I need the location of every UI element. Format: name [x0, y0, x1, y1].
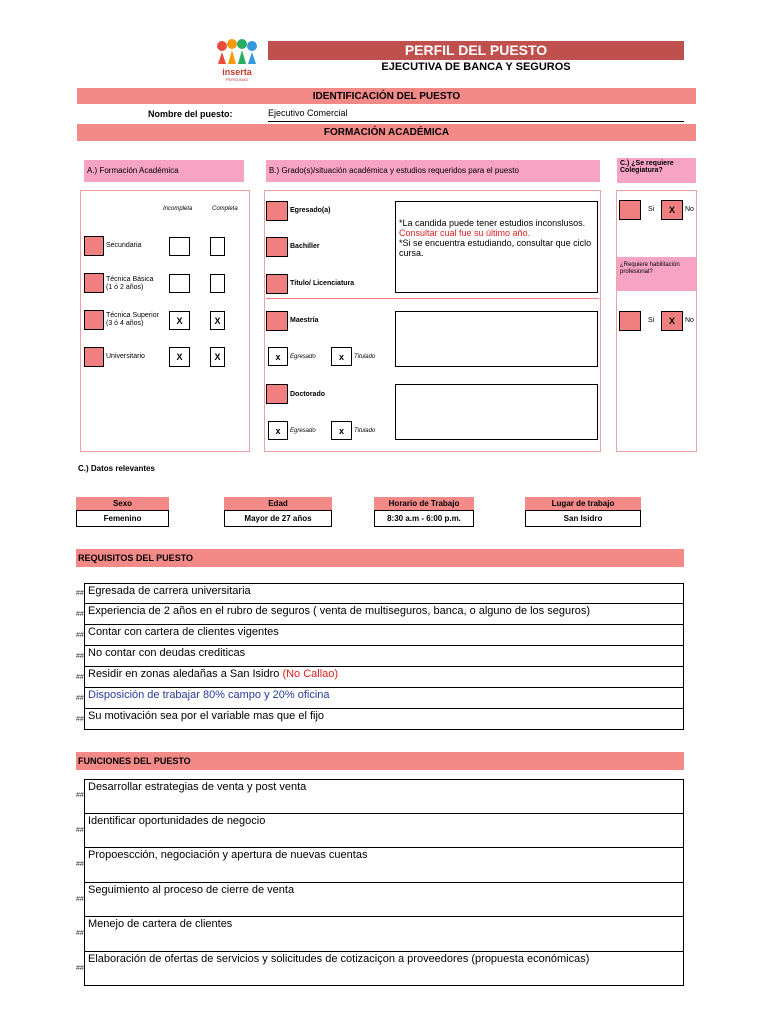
- requisito-text: Experiencia de 2 años en el rubro de seguros ( venta de multiseguros, banca, o alguno de los seguros): [88, 605, 591, 617]
- requisito-item: [84, 625, 684, 646]
- grado-doctorado-marker[interactable]: [266, 384, 288, 404]
- grado-titulo-marker[interactable]: [266, 274, 288, 294]
- formacion-a-label: A.) Formación Académica: [84, 160, 244, 182]
- row-hash: ##: [76, 632, 84, 639]
- row-hash: ##: [76, 716, 84, 723]
- level-universitario-incompleta[interactable]: X: [169, 347, 190, 367]
- requisito-item: [84, 604, 684, 625]
- nombre-puesto-label: Nombre del puesto:: [148, 109, 233, 119]
- nota-line1-red: Consultar cual fue su último año.: [399, 228, 531, 238]
- requisito-text: Residir en zonas aledañas a San Isidro: [88, 668, 283, 680]
- requisito-text: No contar con deudas crediticas: [88, 647, 246, 659]
- funciones-list: [76, 779, 686, 986]
- level-tecnica-superior-incompleta[interactable]: X: [169, 311, 190, 330]
- requisitos-list: [76, 583, 686, 730]
- row-hash: ##: [76, 590, 84, 597]
- requisito-text-blue: Disposición de trabajar 80% campo y 20% oficina: [88, 689, 330, 701]
- funcion-item: [84, 848, 684, 883]
- requisitos-header: REQUISITOS DEL PUESTO: [76, 549, 684, 567]
- grado-maestria-label: Maestría: [290, 317, 319, 324]
- row-hash: ##: [76, 861, 84, 868]
- requisito-text: Egresada de carrera universitaria: [88, 585, 251, 597]
- nota-box: [395, 201, 598, 293]
- maestria-titulado-check[interactable]: x: [331, 347, 352, 366]
- funcion-item: [84, 917, 684, 952]
- maestria-titulado-label: Titulado: [354, 354, 376, 360]
- level-tecnica-superior-completa[interactable]: X: [210, 311, 225, 330]
- formacion-c-label: C.) ¿Se requiere Colegiatura?: [617, 158, 696, 183]
- habilitacion-label: ¿Requiere habilitación profesional?: [617, 257, 696, 291]
- requisito-text: Su motivación sea por el variable mas que el fijo: [88, 710, 325, 722]
- row-hash: ##: [76, 964, 84, 972]
- row-hash: ##: [76, 930, 84, 937]
- row-hash: ##: [76, 695, 84, 702]
- funciones-header: FUNCIONES DEL PUESTO: [76, 752, 684, 770]
- funcion-text: Menejo de cartera de clientes: [88, 918, 233, 930]
- doctorado-detalle-box: [395, 384, 598, 440]
- nombre-puesto-value: Ejecutivo Comercial: [268, 108, 684, 122]
- funcion-item: [84, 814, 684, 849]
- level-tecnica-basica-completa[interactable]: [210, 274, 225, 293]
- requisito-item: [84, 667, 684, 688]
- grado-egresado-marker[interactable]: [266, 201, 288, 221]
- funcion-text: Identificar oportunidades de negocio: [88, 814, 266, 827]
- requisito-text-red: (No Callao): [282, 668, 339, 680]
- level-universitario-marker[interactable]: [84, 347, 104, 367]
- level-secundaria-completa[interactable]: [210, 237, 225, 256]
- row-hash: ##: [76, 792, 84, 799]
- level-tecnica-superior-label: Técnica Superior (3 ó 4 años): [106, 312, 159, 327]
- row-hash: ##: [76, 611, 84, 618]
- grado-bachiller-label: Bachiller: [290, 243, 320, 250]
- colegiatura-si-check[interactable]: [619, 200, 641, 220]
- page-title: PERFIL DEL PUESTO: [268, 41, 684, 60]
- people-logo-icon: [212, 38, 262, 64]
- doctorado-egresado-label: Egresado: [290, 428, 316, 434]
- maestria-egresado-check[interactable]: x: [268, 347, 288, 366]
- col-incompleta: Incompleta: [163, 206, 193, 212]
- requisito-item: [84, 709, 684, 730]
- dato-sexo-value: Femenino: [76, 510, 169, 527]
- nota-line1: *La candida puede tener estudios inconslusos.: [399, 218, 586, 228]
- funcion-text: Seguimiento al proceso de cierre de venta: [88, 883, 295, 896]
- funcion-text: Desarrollar estrategias de venta y post venta: [88, 781, 307, 793]
- level-tecnica-basica-label: Técnica Básica (1 ó 2 años): [106, 276, 154, 291]
- maestria-egresado-label: Egresado: [290, 354, 316, 360]
- maestria-detalle-box: [395, 311, 598, 367]
- row-hash: ##: [76, 826, 84, 834]
- requisito-item: [84, 688, 684, 709]
- dato-horario-value: 8:30 a.m - 6:00 p.m.: [374, 510, 474, 527]
- b-divider: [266, 298, 599, 299]
- dato-sexo-header: Sexo: [76, 497, 169, 510]
- datos-label: C.) Datos relevantes: [78, 464, 155, 473]
- nota-line2: *Si se encuentra estudiando, consultar que ciclo cursa.: [399, 238, 592, 258]
- dato-edad-header: Edad: [224, 497, 332, 510]
- habilitacion-no-check[interactable]: X: [661, 311, 683, 331]
- colegiatura-no-check[interactable]: X: [661, 200, 683, 220]
- level-tecnica-basica-marker[interactable]: [84, 273, 104, 293]
- funcion-text: Elaboración de ofertas de servicios y solicitudes de cotizaciçon a proveedores (propuesta económicas): [88, 952, 590, 965]
- level-secundaria-label: Secundaria: [106, 242, 142, 249]
- grado-doctorado-label: Doctorado: [290, 391, 325, 398]
- logo-text: inserta: [222, 67, 252, 77]
- doctorado-egresado-check[interactable]: x: [268, 421, 288, 440]
- funcion-text: Propoescción, negociación y apertura de nuevas cuentas: [88, 849, 368, 861]
- colegiatura-si-label: Si: [648, 206, 655, 213]
- doctorado-titulado-check[interactable]: x: [331, 421, 352, 440]
- requisito-text: Contar con cartera de clientes vigentes: [88, 626, 279, 638]
- level-universitario-completa[interactable]: X: [210, 347, 225, 367]
- page-subtitle: EJECUTIVA DE BANCA Y SEGUROS: [381, 61, 571, 73]
- grado-titulo-label: Título/ Licenciatura: [290, 280, 355, 287]
- level-tecnica-basica-incompleta[interactable]: [169, 274, 190, 293]
- dato-horario-header: Horario de Trabajo: [374, 497, 474, 510]
- level-secundaria-incompleta[interactable]: [169, 237, 190, 256]
- formacion-b-label: B.) Grado(s)/situación académica y estudios requeridos para el puesto: [266, 160, 600, 182]
- habilitacion-no-label: No: [685, 317, 694, 324]
- dato-edad-value: Mayor de 27 años: [224, 510, 332, 527]
- grado-maestria-marker[interactable]: [266, 311, 288, 331]
- logo-subtext: PERSONAS: [225, 77, 249, 82]
- requisito-item: [84, 583, 684, 604]
- dato-lugar-header: Lugar de trabajo: [525, 497, 641, 510]
- level-tecnica-superior-marker[interactable]: [84, 310, 104, 330]
- habilitacion-si-check[interactable]: [619, 311, 641, 331]
- logo: [212, 38, 262, 82]
- requisito-item: [84, 646, 684, 667]
- row-hash: ##: [76, 895, 84, 903]
- level-secundaria-marker[interactable]: [84, 236, 104, 256]
- doctorado-titulado-label: Titulado: [354, 428, 376, 434]
- dato-lugar-value: San Isidro: [525, 510, 641, 527]
- habilitacion-si-label: Si: [648, 317, 655, 324]
- identificacion-header: IDENTIFICACIÓN DEL PUESTO: [77, 88, 696, 104]
- grado-egresado-label: Egresado(a): [290, 207, 331, 214]
- row-hash: ##: [76, 653, 84, 660]
- col-completa: Completa: [212, 206, 238, 212]
- grado-bachiller-marker[interactable]: [266, 237, 288, 257]
- colegiatura-no-label: No: [685, 206, 694, 213]
- formacion-header: FORMACIÓN ACADÉMICA: [77, 124, 696, 141]
- funcion-item: [84, 883, 684, 918]
- funcion-item: [84, 952, 684, 987]
- funcion-item: [84, 779, 684, 814]
- level-universitario-label: Universitario: [106, 353, 145, 360]
- row-hash: ##: [76, 674, 84, 681]
